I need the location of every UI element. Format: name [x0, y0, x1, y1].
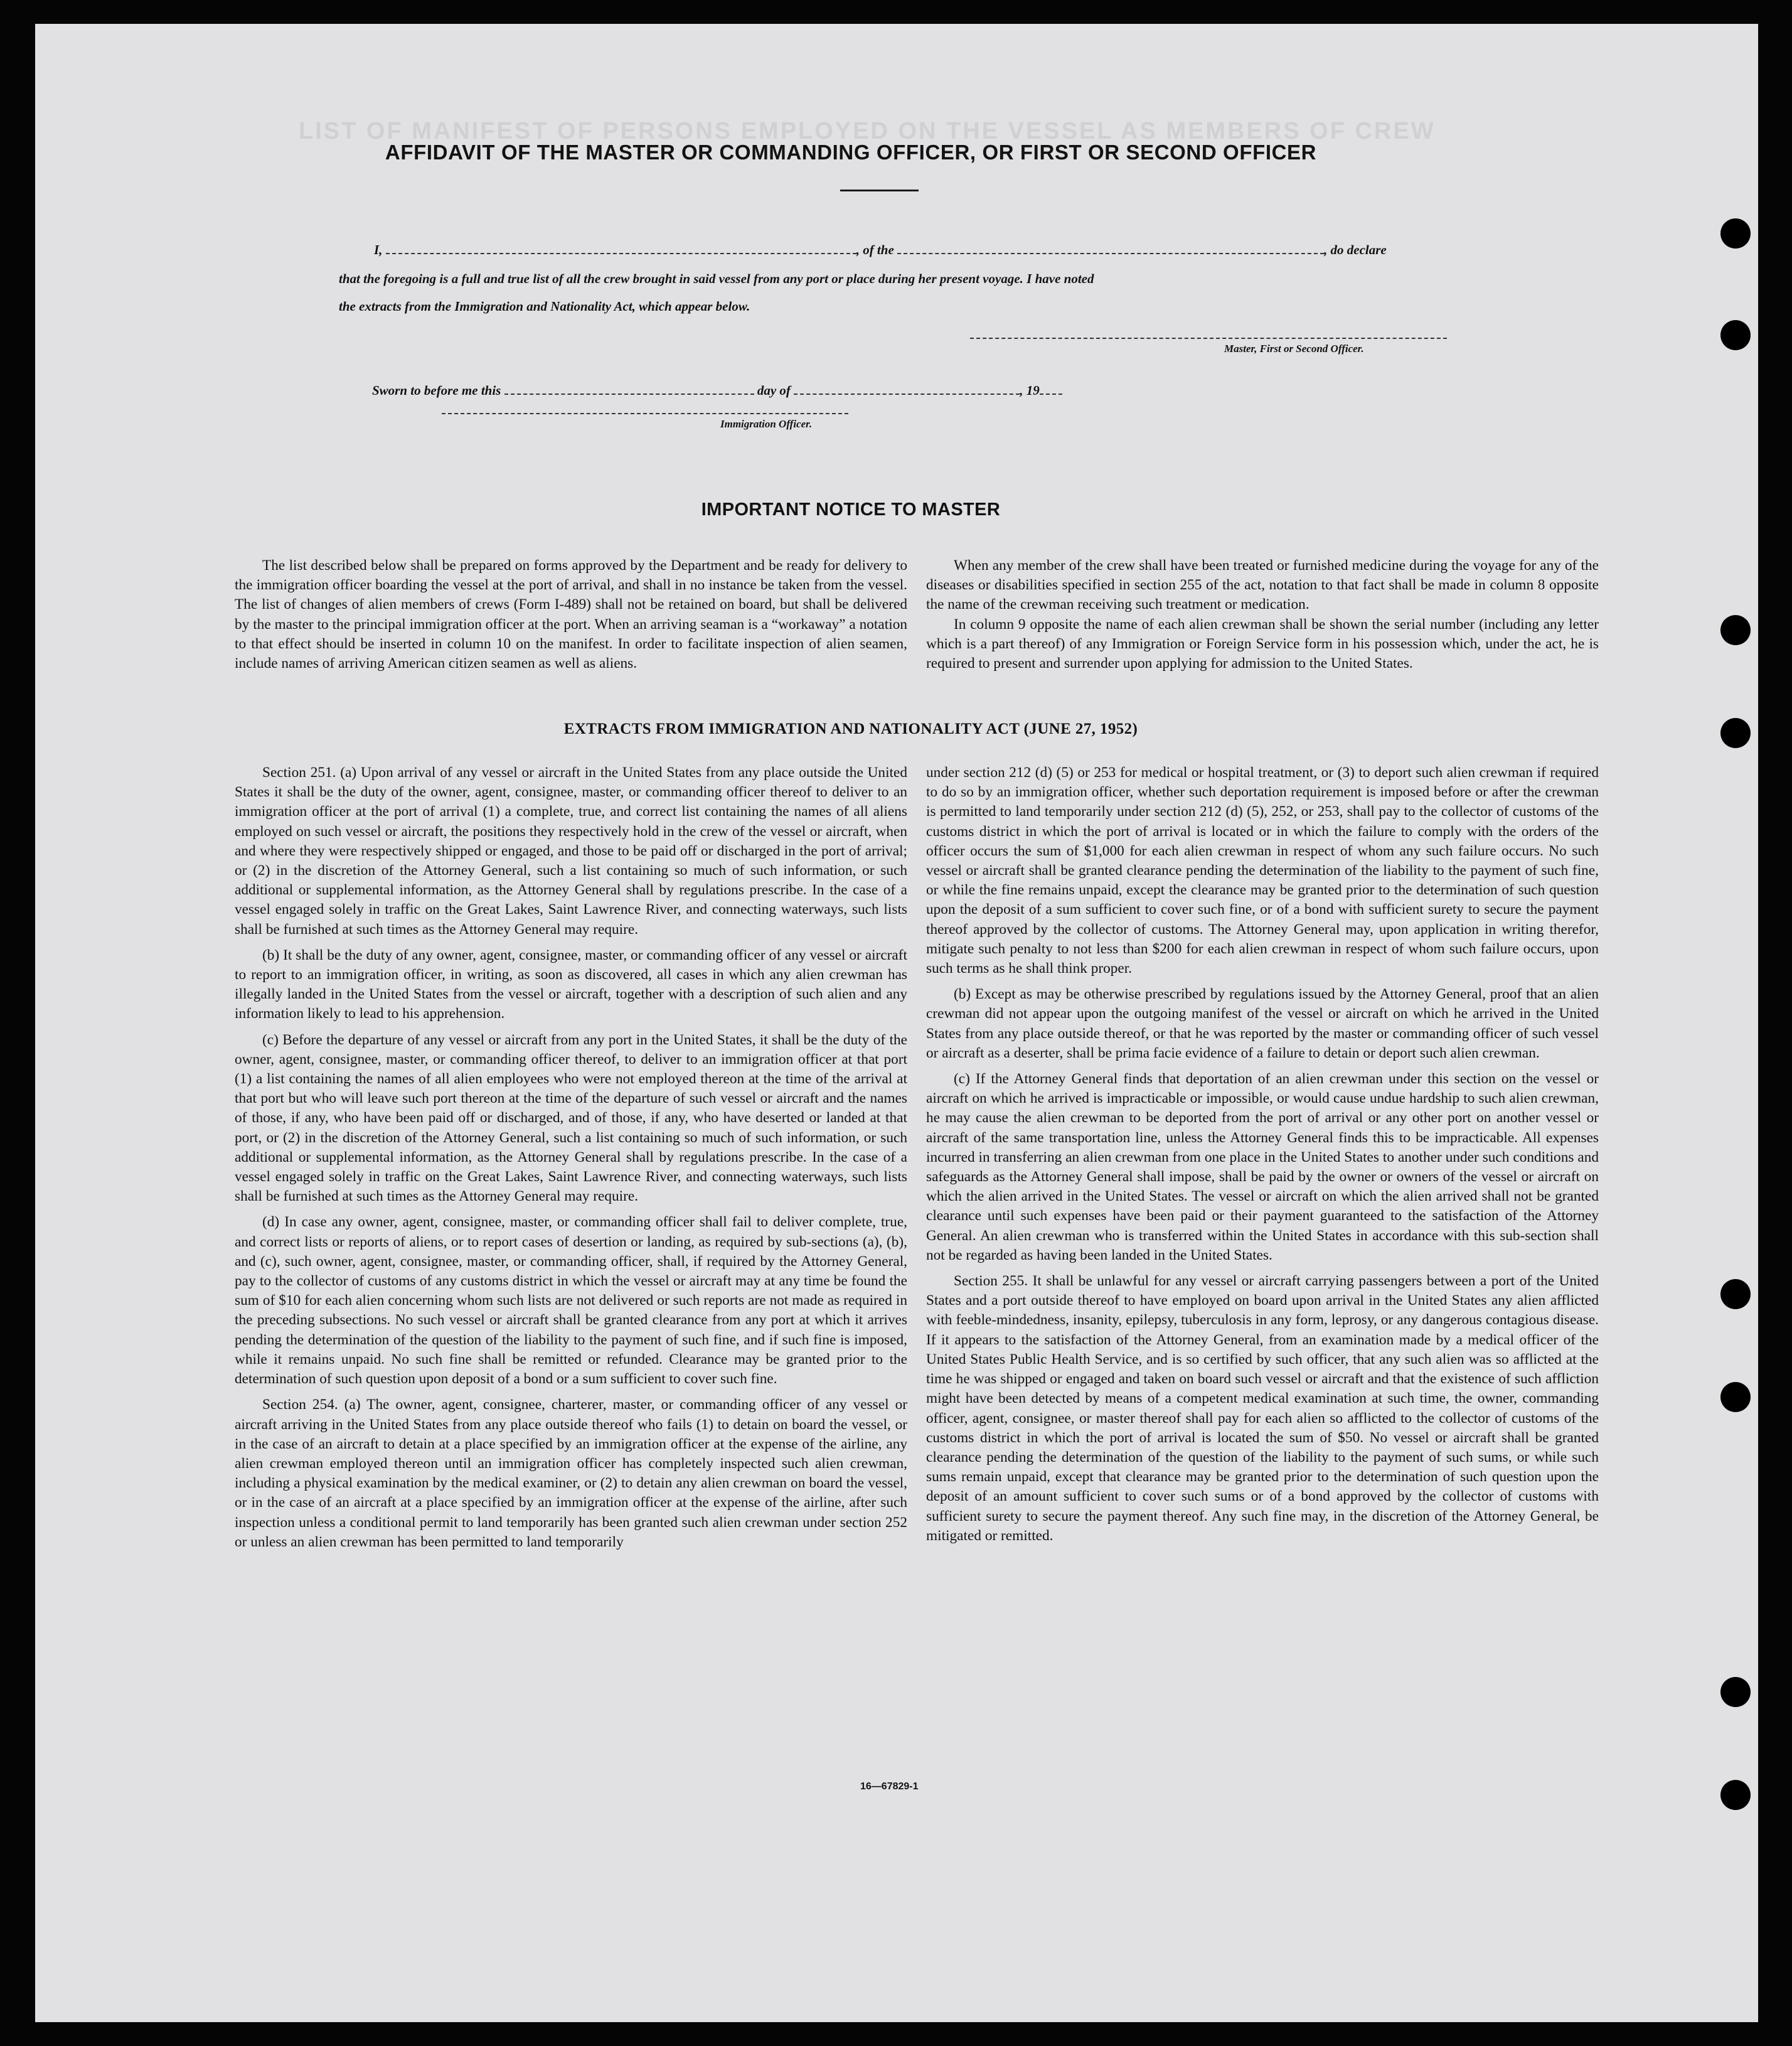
binder-hole — [1720, 1677, 1751, 1707]
master-signature-label: Master, First or Second Officer. — [1224, 343, 1364, 355]
document-page — [35, 24, 1758, 2022]
year-label: , 19 — [1020, 383, 1040, 398]
section-251-c: (c) Before the departure of any vessel or aircraft from any port in the United States, it shall be the duty of the owner, agent, consignee, master, or commanding officer thereof, to deliver to an immigration officer at that port (1) a list containing the names of all alien employees who were not employed thereon at the time of the arrival at that port but who will leave such port thereon at the time of the departure of such vessel or aircraft and the names of those, if any, who have been paid off or discharged, and of those, if any, who have deserted or landed at that port, or (2) in the discretion of the Attorney General, such a list containing so much of such information, or such additional or supplemental information, as the Attorney General shall by regulations prescribe. In the case of a vessel engaged solely in traffic on the Great Lakes, Saint Lawrence River, and connecting waterways, such lists shall be furnished at such times as the Attorney General may require. — [235, 1031, 907, 1205]
extracts-left-column — [235, 763, 907, 1552]
sworn-day-field[interactable] — [504, 394, 754, 395]
section-254-a-continued: under section 212 (d) (5) or 253 for medical or hospital treatment, or (3) to deport such alien crewman if required to do so by an immigration officer, whether such deportation requirement is imposed before or after the crewman is permitted to land temporarily under section 212 (d) (5), 252, or 253, shall pay to the collector of customs of the customs district in which the port of arrival is located or in which the failure to comply with the orders of the officer occurs the sum of $1,000 for each alien crewman in respect of whom any such failure occurs. No such vessel or aircraft shall be granted clearance pending the determination of the liability to the payment of such fine, or while the fine remains unpaid, except the clearance may be granted prior to the determination of such question upon the deposit of a sum sufficient to cover such fine, or of a bond with sufficient surety to secure the payment thereof approved by the collector of customs. The Attorney General may, upon application in writing therefor, mitigate such penalty to not less than $200 for each alien crewman in respect of whom such failure occurs, upon such terms as he shall think proper. — [926, 764, 1599, 977]
show-through-text: LIST OF MANIFEST OF PERSONS EMPLOYED ON THE VESSEL AS MEMBERS OF CREW — [299, 118, 1436, 144]
section-254-c: (c) If the Attorney General finds that deportation of an alien crewman under this section on the vessel or aircraft on which he arrived is impracticable or impossible, or would cause undue hardship to such alien crewman, he may cause the alien crewman to be deported from the port of arrival or any other port on another vessel or aircraft of the same transportation line, unless the Attorney General finds this to be impracticable. All expenses incurred in transferring an alien crewman from one place in the United States to another under such conditions and safeguards as the Attorney General shall impose, shall be paid by the owner or owners of the vessel or aircraft on which the alien arrived in the United States. The vessel or aircraft on which the alien arrived shall not be granted clearance until such expenses have been paid or their payment guaranteed to the satisfaction of the Attorney General. An alien crewman who is transferred within the United States in accordance with this sub-section shall not be regarded as having been landed in the United States. — [926, 1071, 1599, 1263]
affidavit-declare-label: , do declare — [1324, 242, 1387, 257]
notice-title: IMPORTANT NOTICE TO MASTER — [701, 500, 1001, 520]
affidavit-line-2: that the foregoing is a full and true list of all the crew brought in said vessel from any port or place during her present voyage. I have noted — [339, 271, 1094, 286]
notice-right-paragraph-1: When any member of the crew shall have been treated or furnished medicine during the voyage for any of the diseases or disabilities specified in section 255 of the act, notation to that fact shall be made in column 8 opposite the name of the crewman receiving such treatment or medication. — [926, 557, 1599, 613]
affidavit-i-label: I, — [374, 242, 383, 257]
notice-left-paragraph: The list described below shall be prepared on forms approved by the Department and be ready for delivery to the immigration officer boarding the vessel at the port of arrival, and shall in no instance be taken from the vessel. The list of changes of alien members of crews (Form I-489) shall not be retained on board, but shall be delivered by the master to the principal immigration officer at the port. When an arriving seaman is a “workaway” a notation to that effect should be inserted in column 10 on the manifest. In order to facilitate inspection of alien seamen, include names of arriving American citizen seamen as well as aliens. — [235, 557, 907, 672]
section-251-a: Section 251. (a) Upon arrival of any vessel or aircraft in the United States from any place outside the United States it shall be the duty of the owner, agent, consignee, master, or commanding officer thereof to deliver to an immigration officer at the port of arrival (1) a complete, true, and correct list containing the names of all aliens employed on such vessel or aircraft, the positions they respectively hold in the crew of the vessel or aircraft, when and where they were respectively shipped or engaged, and those to be paid off or discharged in the port of arrival; or (2) in the discretion of the Attorney General, such a list containing so much of such information, or such additional or supplemental information, as the Attorney General shall by regulations prescribe. In the case of a vessel engaged solely in traffic on the Great Lakes, Saint Lawrence River, and connecting waterways, such lists shall be furnished at such times as the Attorney General may require. — [235, 764, 907, 938]
section-255: Section 255. It shall be unlawful for any vessel or aircraft carrying passengers between a port of the United States and a port outside thereof to have employed on board upon arrival in the United States any alien afflicted with feeble-mindedness, insanity, epilepsy, tuberculosis in any form, leprosy, or any dangerous contagious disease. If it appears to the satisfaction of the Attorney General, from an examination made by a medical officer of the United States Public Health Service, and is so certified by such officer, that any such alien was so afflicted at the time he was shipped or engaged and taken on board such vessel or aircraft and that the existence of such affliction might have been detected by means of a competent medical examination at such time, the owner, commanding officer, agent, consignee, or master thereof shall pay for each alien so afflicted to the collector of customs of the customs district in which the port of arrival is located the sum of $50. No vessel or aircraft shall be granted clearance pending the determination of the question of the liability to the payment of such sums, or while such sums remain unpaid, except that clearance may be granted prior to the determination of such question upon the deposit of an amount sufficient to cover such sums or of a bond approved by the collector of customs with sufficient surety to secure the payment thereof. Any such fine may, in the discretion of the Attorney General, be mitigated or remitted. — [926, 1273, 1599, 1544]
affidavit-of-the-label: , of the — [856, 242, 894, 257]
affidavit-title: AFFIDAVIT OF THE MASTER OR COMMANDING OFFICER, OR FIRST OR SECOND OFFICER — [385, 141, 1317, 164]
binder-hole — [1720, 615, 1751, 645]
binder-holes — [1683, 24, 1758, 2022]
immigration-officer-label: Immigration Officer. — [720, 418, 813, 430]
immigration-officer-signature-field[interactable] — [442, 413, 848, 414]
day-of-label: day of — [757, 383, 791, 398]
affidavit-line-3: the extracts from the Immigration and Nationality Act, which appear below. — [339, 299, 750, 314]
binder-hole — [1720, 1780, 1751, 1810]
sworn-label: Sworn to before me this — [372, 383, 501, 398]
sworn-year-field[interactable] — [1040, 394, 1062, 395]
title-rule — [840, 190, 919, 191]
notice-right-paragraph-2: In column 9 opposite the name of each alien crewman shall be shown the serial number (including any letter which is a part thereof) of any Immigration or Foreign Service form in his possession which, under the act, he is required to present and surrender upon applying for admission to the United States. — [926, 616, 1599, 672]
binder-hole — [1720, 1279, 1751, 1309]
affidavit-line-1 — [374, 242, 1387, 258]
section-254-b: (b) Except as may be otherwise prescribed by regulations issued by the Attorney General, proof that an alien crewman did not appear upon the outgoing manifest of the vessel or aircraft on which he arrived in the United States from any place outside thereof, or that he was reported by the master or commanding officer of such vessel or aircraft as a deserter, shall be prima facie evidence of a failure to detain or deport such alien crewman. — [926, 986, 1599, 1061]
binder-hole — [1720, 718, 1751, 748]
binder-hole — [1720, 1382, 1751, 1412]
extracts-right-column — [926, 763, 1599, 1546]
binder-hole — [1720, 218, 1751, 249]
section-251-b: (b) It shall be the duty of any owner, agent, consignee, master, or commanding officer of any vessel or aircraft to report to an immigration officer, in writing, as soon as discovered, all cases in which any alien crewman has illegally landed in the United States from the vessel or aircraft, together with a description of such alien and any information likely to lead to his apprehension. — [235, 946, 907, 1022]
binder-hole — [1720, 320, 1751, 350]
declarant-name-field[interactable] — [386, 253, 856, 254]
vessel-name-field[interactable] — [897, 253, 1324, 254]
extracts-title: EXTRACTS FROM IMMIGRATION AND NATIONALITY ACT (JUNE 27, 1952) — [563, 720, 1138, 737]
section-251-d: (d) In case any owner, agent, consignee, master, or commanding officer shall fail to deliver complete, true, and correct lists or reports of aliens, or to report cases of desertion or landing, as required by sub-sections (a), (b), and (c), such owner, agent, consignee, master, or commanding officer, shall, if required by the Attorney General, pay to the collector of customs of any customs district in which the vessel or aircraft may at any time be found the sum of $10 for each alien concerning whom such lists are not delivered or such reports are not made as required in the preceding subsections. No such vessel or aircraft shall be granted clearance from any port at which it arrives pending the determination of the question of the liability to the payment of such fine, and if such fine is imposed, while it remains unpaid. No such fine shall be remitted or refunded. Clearance may be granted prior to the determination of such question upon deposit of a bond or a sum sufficient to cover such fine. — [235, 1214, 907, 1388]
notice-right-column — [926, 556, 1599, 673]
master-signature-field[interactable] — [970, 338, 1447, 339]
sworn-month-field[interactable] — [794, 394, 1020, 395]
sworn-line — [372, 383, 1062, 399]
notice-left-column — [235, 556, 907, 673]
form-number: 16—67829-1 — [860, 1781, 919, 1792]
section-254-a: Section 254. (a) The owner, agent, consignee, charterer, master, or commanding officer of any vessel or aircraft arriving in the United States from any place outside thereof who fails (1) to detain on board the vessel, or in the case of an aircraft to detain at a place specified by an immigration officer at the expense of the airline, any alien crewman employed thereon until an immigration officer has completely inspected such alien crewman, including a physical examination by the medical examiner, or (2) to detain any alien crewman on board the vessel, or in the case of an aircraft at a place specified by an immigration officer at the expense of the airline, after such inspection unless a conditional permit to land temporarily has been granted such alien crewman under section 252 or unless an alien crewman has been permitted to land temporarily — [235, 1396, 907, 1550]
